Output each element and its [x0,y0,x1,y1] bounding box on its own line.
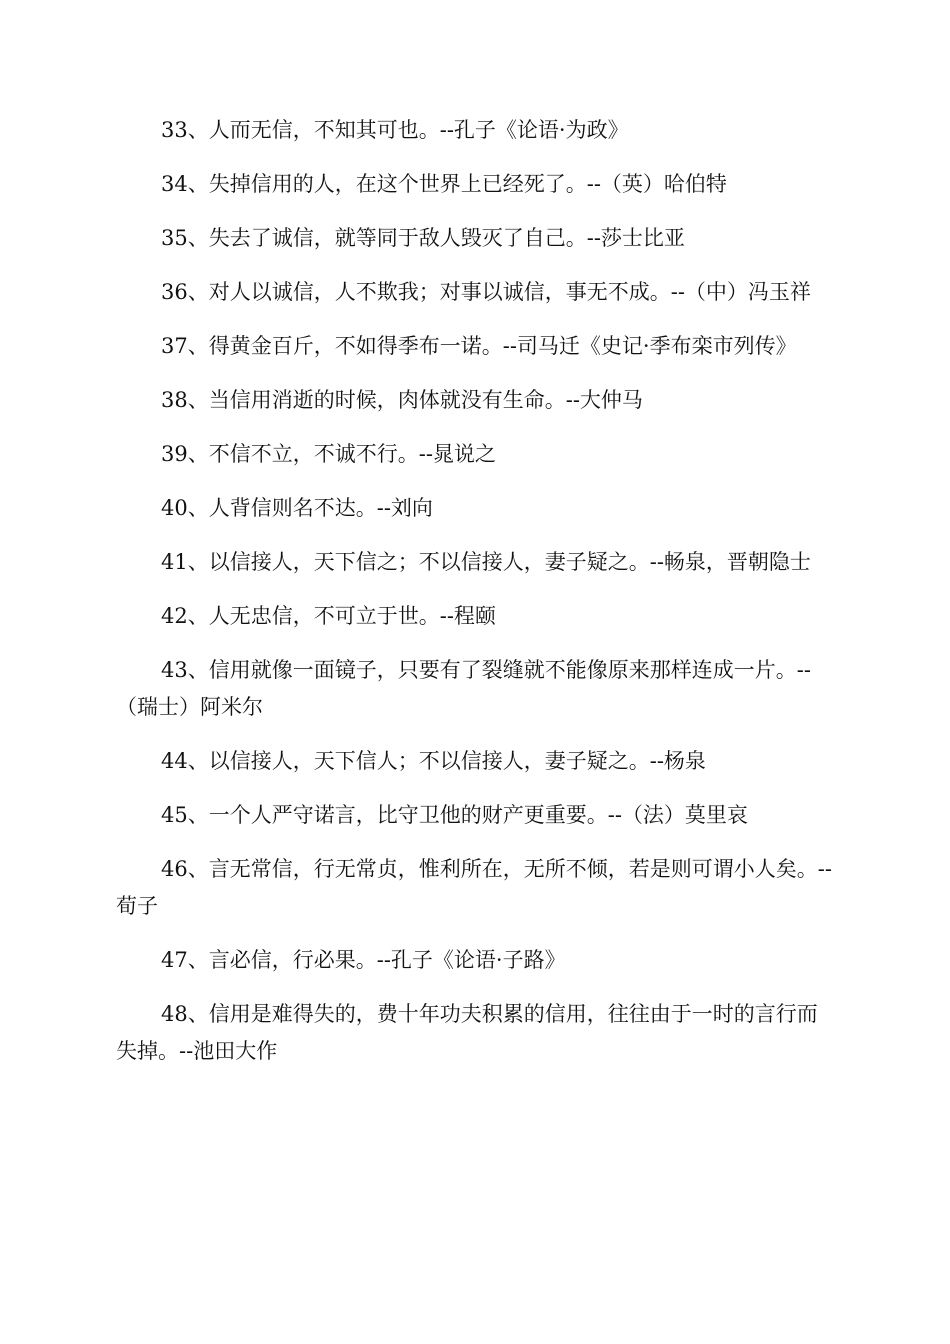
quote-paragraph: 40、人背信则名不达。--刘向 [161,496,433,520]
quote-paragraph: 33、人而无信，不知其可也。--孔子《论语·为政》 [161,118,629,142]
quote-paragraph: 48、信用是难得失的，费十年功夫积累的信用，往往由于一时的言行而失掉。--池田大作 [116,1002,818,1063]
quote-paragraph: 39、不信不立，不诚不行。--晁说之 [161,442,496,466]
quote-paragraph: 35、失去了诚信，就等同于敌人毁灭了自己。--莎士比亚 [161,226,685,250]
quote-paragraph: 38、当信用消逝的时候，肉体就没有生命。--大仲马 [161,388,643,412]
quote-paragraph: 37、得黄金百斤，不如得季布一诺。--司马迁《史记·季布栾市列传》 [161,334,797,358]
quote-paragraph: 47、言必信，行必果。--孔子《论语·子路》 [161,948,566,972]
quote-list [116,112,834,1087]
quote-paragraph: 44、以信接人，天下信人；不以信接人，妻子疑之。--杨泉 [161,749,706,773]
quote-paragraph: 34、失掉信用的人，在这个世界上已经死了。--（英）哈伯特 [161,172,727,196]
quote-paragraph: 46、言无常信，行无常贞，惟利所在，无所不倾，若是则可谓小人矣。--荀子 [116,857,832,918]
quote-paragraph: 36、对人以诚信，人不欺我；对事以诚信，事无不成。--（中）冯玉祥 [161,280,811,304]
quote-paragraph: 45、一个人严守诺言，比守卫他的财产更重要。--（法）莫里哀 [161,803,748,827]
quote-paragraph: 43、信用就像一面镜子，只要有了裂缝就不能像原来那样连成一片。--（瑞士）阿米尔 [116,658,811,719]
quote-paragraph: 42、人无忠信，不可立于世。--程颐 [161,604,496,628]
quote-paragraph: 41、以信接人，天下信之；不以信接人，妻子疑之。--畅泉，晋朝隐士 [161,550,811,574]
